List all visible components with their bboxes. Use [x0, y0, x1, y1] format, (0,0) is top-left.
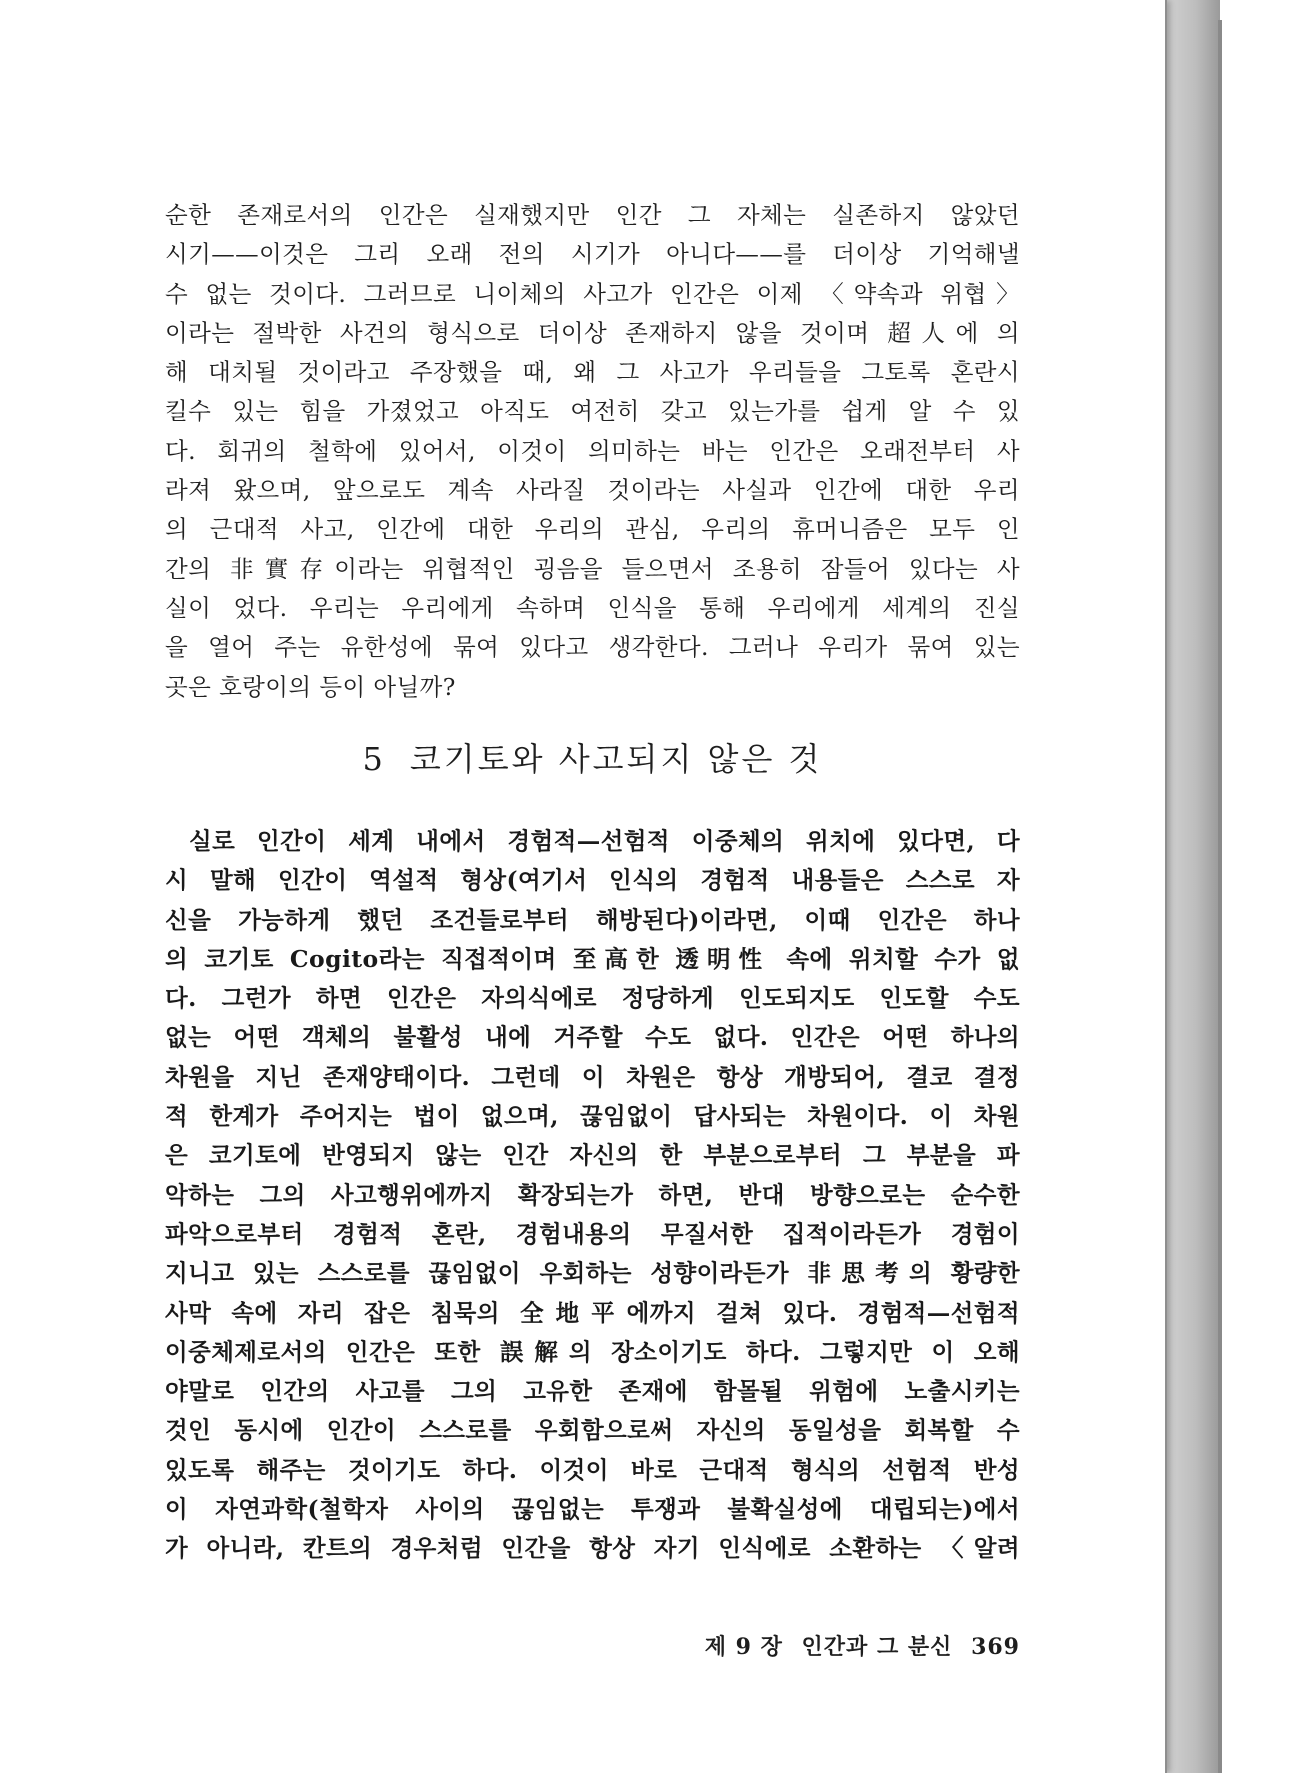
paragraph-continued [165, 196, 1020, 707]
text-line: 야말로 인간의 사고를 그의 고유한 존재에 함몰될 위험에 노출시키는 [165, 1377, 1020, 1406]
section-heading [165, 734, 1020, 780]
footer-chapter-title: 인간과 그 분신 [801, 1634, 953, 1660]
text-line: 지니고 있는 스스로를 끊임없이 우회하는 성향이라든가 非思考의 황량한 [165, 1259, 1020, 1288]
text-line: 실이 었다. 우리는 우리에게 속하며 인식을 통해 우리에게 세계의 진실 [165, 593, 1020, 622]
text-line: 차원을 지닌 존재양태이다. 그런데 이 차원은 항상 개방되어, 결코 결정 [165, 1062, 1020, 1091]
text-line: 있도록 해주는 것이기도 하다. 이것이 바로 근대적 형식의 선험적 반성 [165, 1455, 1020, 1484]
text-line: 의 코기토 Cogito라는 직접적이며 至高한 透明性 속에 위치할 수가 없 [165, 944, 1020, 973]
paragraph-section-body [165, 822, 1020, 1569]
page-number: 369 [971, 1634, 1020, 1660]
text-line: 파악으로부터 경험적 혼란, 경험내용의 무질서한 집적이라든가 경험이 [165, 1219, 1020, 1248]
text-line: 라져 왔으며, 앞으로도 계속 사라질 것이라는 사실과 인간에 대한 우리 [165, 476, 1020, 505]
page-stack-edge [1218, 20, 1222, 1773]
text-line-last: 곳은 호랑이의 등이 아닐까? [165, 672, 456, 701]
text-line: 실로 인간이 세계 내에서 경험적—선험적 이중체의 위치에 있다면, 다 [189, 827, 1020, 855]
text-line: 킬수 있는 힘을 가졌었고 아직도 여전히 갖고 있는가를 쉽게 알 수 있 [165, 397, 1020, 426]
text-line: 악하는 그의 사고행위에까지 확장되는가 하면, 반대 방향으로는 순수한 [165, 1180, 1020, 1209]
section-title: 코기토와 사고되지 않은 것 [409, 740, 823, 778]
text-line: 다. 그런가 하면 인간은 자의식에로 정당하게 인도되지도 인도할 수도 [165, 984, 1020, 1013]
page-footer [660, 1630, 1020, 1661]
page-stack-shadow [1160, 0, 1220, 1773]
text-line: 해 대치될 것이라고 주장했을 때, 왜 그 사고가 우리들을 그토록 혼란시 [165, 358, 1020, 387]
text-line: 없는 어떤 객체의 불활성 내에 거주할 수도 없다. 인간은 어떤 하나의 [165, 1023, 1020, 1052]
section-number: 5 [362, 740, 386, 778]
text-line: 이 자연과학(철학자 사이의 끊임없는 투쟁과 불확실성에 대립되는)에서 [165, 1495, 1020, 1524]
text-line: 것인 동시에 인간이 스스로를 우회함으로써 자신의 동일성을 회복할 수 [165, 1416, 1020, 1445]
text-line: 은 코기토에 반영되지 않는 인간 자신의 한 부분으로부터 그 부분을 파 [165, 1141, 1020, 1170]
text-line: 시 말해 인간이 역설적 형상(여기서 인식의 경험적 내용들은 스스로 자 [165, 866, 1020, 895]
text-line: 적 한계가 주어지는 법이 없으며, 끊임없이 답사되는 차원이다. 이 차원 [165, 1102, 1020, 1131]
text-line: 의 근대적 사고, 인간에 대한 우리의 관심, 우리의 휴머니즘은 모두 인 [165, 515, 1020, 544]
text-line: 순한 존재로서의 인간은 실재했지만 인간 그 자체는 실존하지 않았던 [165, 201, 1020, 229]
text-line: 을 열어 주는 유한성에 묶여 있다고 생각한다. 그러나 우리가 묶여 있는 [165, 633, 1020, 662]
text-line: 사막 속에 자리 잡은 침묵의 全地平에까지 걸쳐 있다. 경험적—선험적 [165, 1298, 1020, 1327]
text-line: 수 없는 것이다. 그러므로 니이체의 사고가 인간은 이제 〈약속과 위협〉 [165, 279, 1020, 308]
footer-chapter: 제 9 장 [704, 1634, 783, 1660]
text-line: 간의 非實存이라는 위협적인 굉음을 들으면서 조용히 잠들어 있다는 사 [165, 554, 1020, 583]
text-line: 이중체제로서의 인간은 또한 誤解의 장소이기도 하다. 그렇지만 이 오해 [165, 1337, 1020, 1366]
text-line: 이라는 절박한 사건의 형식으로 더이상 존재하지 않을 것이며 超人에 의 [165, 318, 1020, 347]
text-line: 신을 가능하게 했던 조건들로부터 해방된다)이라면, 이때 인간은 하나 [165, 905, 1020, 934]
text-line: 가 아니라, 칸트의 경우처럼 인간을 항상 자기 인식에로 소환하는 〈알려 [165, 1534, 1020, 1563]
text-line: 시기——이것은 그리 오래 전의 시기가 아니다——를 더이상 기억해낼 [165, 240, 1020, 269]
text-line: 다. 회귀의 철학에 있어서, 이것이 의미하는 바는 인간은 오래전부터 사 [165, 436, 1020, 465]
